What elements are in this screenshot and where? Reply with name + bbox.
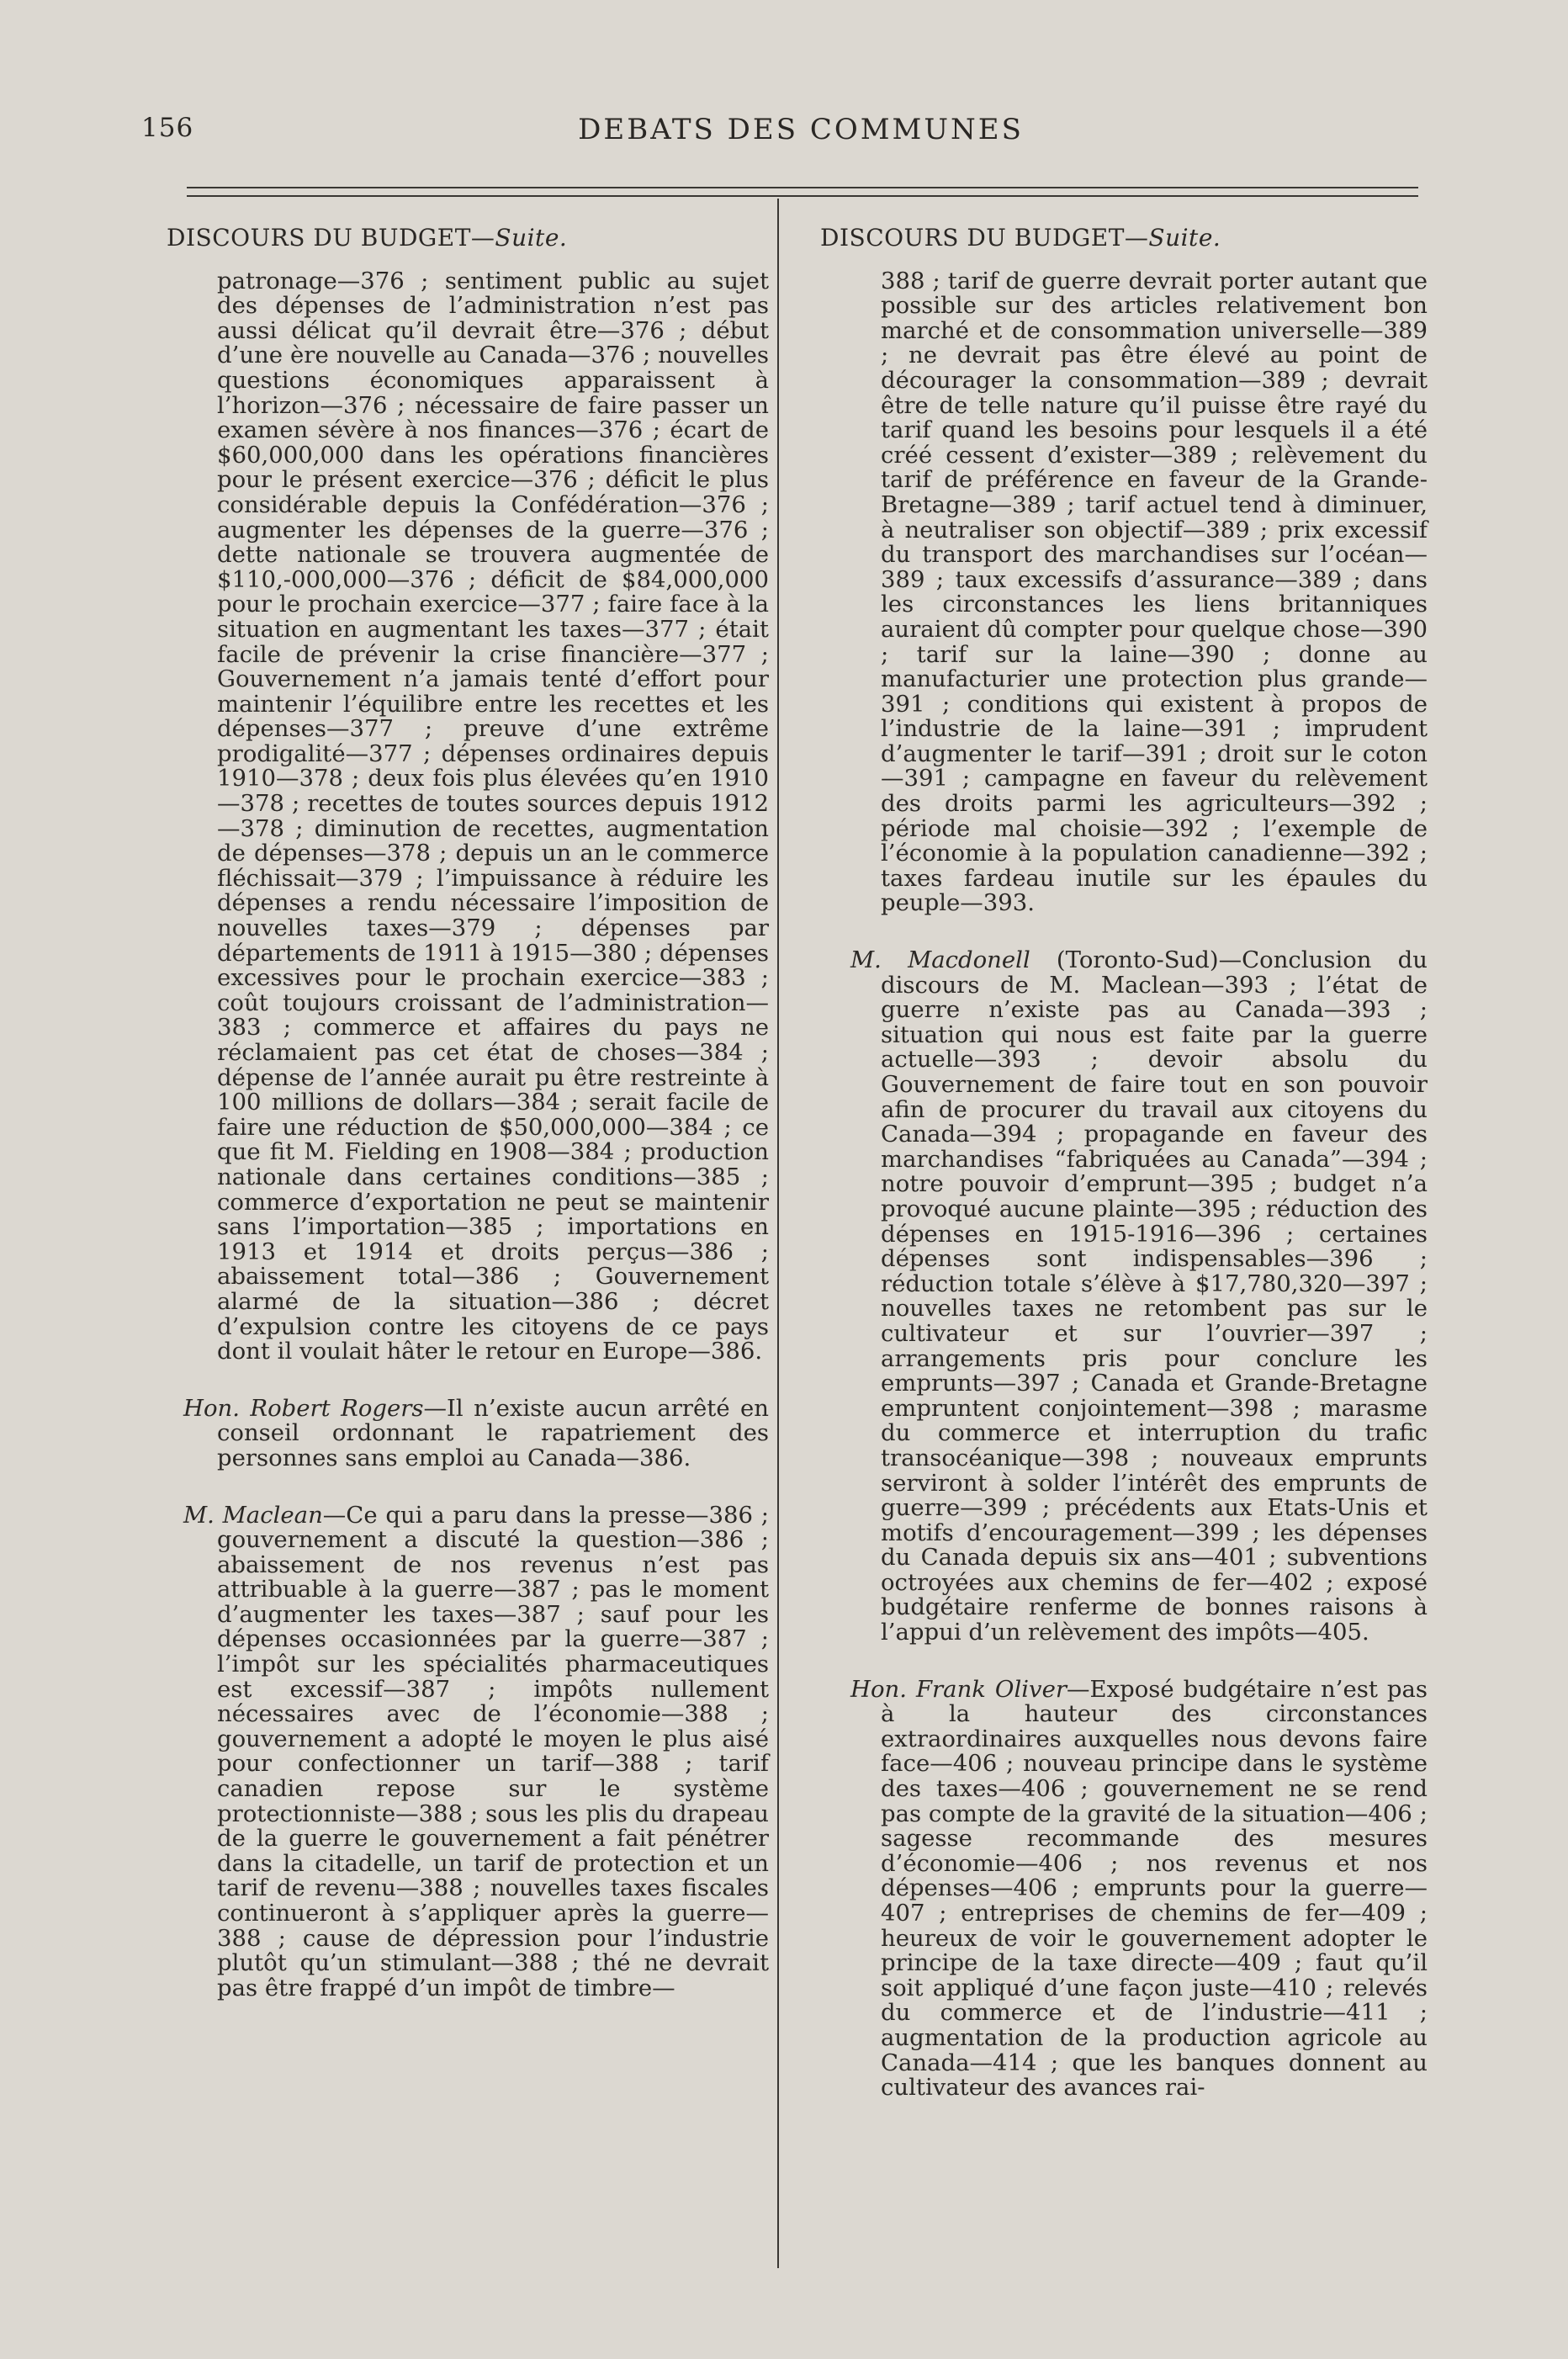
speaker-name: M. Macdonell [850, 946, 1030, 974]
speaker-entry: M. Macdonell (Toronto-Sud)—Conclusion du discours de M. Maclean—393 ; l’état de guerre n’existe pas au Canada—393 ; situation qui nous est faite par la guerre actuelle—393 ; devoir absolu du Gouvernement de faire tout en son pouvoir afin de procurer du travail aux citoyens du Canada—394 ; propagande en faveur des marchandises “fabriquées au Canada”—394 ; notre pouvoir d’emprunt—395 ; budget n’a provoqué aucune plainte—395 ; réduction des dépenses en 1915-1916—396 ; certaines dépenses sont indispensables—396 ; réduction totale s’élève à $17,780,320—397 ; nouvelles taxes ne retombent pas sur le cultivateur et sur l’ouvrier—397 ; arrangements pris pour conclure les emprunts—397 ; Canada et Grande-Bretagne empruntent conjointement—398 ; marasme du commerce et interruption du trafic transocéanique—398 ; nouveaux emprunts serviront à solder l’intérêt des emprunts de guerre—399 ; précédents aux Etats-Unis et motifs d’encouragement—399 ; les dépenses du Canada depuis six ans—401 ; subventions octroyées aux chemins de fer—402 ; exposé budgétaire renferme de bonnes raisons à l’appui d’un relèvement des impôts—405. [850, 946, 1428, 1646]
header-rule [187, 187, 1418, 188]
header-rule [187, 195, 1418, 197]
speaker-entry: Hon. Robert Rogers—Il n’existe aucun arrêté en conseil ordonnant le rapatriement des personnes sans emploi au Canada—386. [183, 1394, 769, 1471]
page-number: 156 [141, 113, 194, 143]
right-column [820, 225, 1428, 2101]
speaker-name: Hon. Frank Oliver [850, 1675, 1067, 1703]
speaker-entry: Hon. Frank Oliver—Exposé budgétaire n’est pas à la hauteur des circonstances extraordinaires auxquelles nous devons faire face—406 ; nouveau principe dans le système des taxes—406 ; gouvernement ne se rend pas compte de la gravité de la situation—406 ; sagesse recommande des mesures d’économie—406 ; nos revenus et nos dépenses—406 ; emprunts pour la guerre—407 ; entreprises de chemins de fer—409 ; heureux de voir le gouvernement adopter le principe de la taxe directe—409 ; faut qu’il soit appliqué d’une façon juste—410 ; relevés du commerce et de l’industrie—411 ; augmentation de la production agricole au Canada—414 ; que les banques donnent au cultivateur des avances rai- [850, 1675, 1428, 2102]
column-divider [777, 199, 779, 2268]
left-column [167, 225, 769, 2001]
section-heading: DISCOURS DU BUDGET—Suite. [820, 224, 1221, 252]
continuation-paragraph: 388 ; tarif de guerre devrait porter autant que possible sur des articles relativement bon marché et de consommation universelle—389 ; ne devrait pas être élevé au point de décourager la consommation—389 ; devrait être de telle nature qu’il puisse être rayé du tarif quand les besoins pour lesquels il a été créé cessent d’exister—389 ; relèvement du tarif de préférence en faveur de la Grande-Bretagne—389 ; tarif actuel tend à diminuer, à neutraliser son objectif—389 ; prix excessif du transport des marchandises sur l’océan—389 ; taux excessifs d’assurance—389 ; dans les circonstances les liens britanniques auraient dû compter pour quelque chose—390 ; tarif sur la laine—390 ; donne au manufacturier une protection plus grande—391 ; conditions qui existent à propos de l’industrie de la laine—391 ; imprudent d’augmenter le tarif—391 ; droit sur le coton—391 ; campagne en faveur du relèvement des droits parmi les agriculteurs—392 ; période mal choisie—392 ; l’exemple de l’économie à la population canadienne—392 ; taxes fardeau inutile sur les épaules du peuple—393. [881, 267, 1428, 917]
speaker-entry: M. Maclean—Ce qui a paru dans la presse—386 ; gouvernement a discuté la question—386 ; abaissement de nos revenus n’est pas attribuable à la guerre—387 ; pas le moment d’augmenter les taxes—387 ; sauf pour les dépenses occasionnées par la guerre—387 ; l’impôt sur les spécialités pharmaceutiques est excessif—387 ; impôts nullement nécessaires avec de l’économie—388 ; gouvernement a adopté le moyen le plus aisé pour confectionner un tarif—388 ; tarif canadien repose sur le système protectionniste—388 ; sous les plis du drapeau de la guerre le gouvernement a fait pénétrer dans la citadelle, un tarif de protection et un tarif de revenu—388 ; nouvelles taxes fiscales continueront à s’appliquer après la guerre—388 ; cause de dépression pour l’industrie plutôt qu’un stimulant—388 ; thé ne devrait pas être frappé d’un impôt de timbre— [183, 1501, 769, 2001]
section-heading: DISCOURS DU BUDGET—Suite. [167, 224, 568, 252]
page-title: DEBATS DES COMMUNES [578, 113, 1024, 146]
continuation-paragraph: patronage—376 ; sentiment public au sujet des dépenses de l’administration n’est pas aussi délicat qu’il devrait être—376 ; début d’une ère nouvelle au Canada—376 ; nouvelles questions économiques apparaissent à l’horizon—376 ; nécessaire de faire passer un examen sévère à nos finances—376 ; écart de $60,000,000 dans les opérations financières pour le présent exercice—376 ; déficit le plus considérable depuis la Confédération—376 ; augmenter les dépenses de la guerre—376 ; dette nationale se trouvera augmentée de $110,-000,000—376 ; déficit de $84,000,000 pour le prochain exercice—377 ; faire face à la situation en augmentant les taxes—377 ; était facile de prévenir la crise financière—377 ; Gouvernement n’a jamais tenté d’effort pour maintenir l’équilibre entre les recettes et les dépenses—377 ; preuve d’une extrême prodigalité—377 ; dépenses ordinaires depuis 1910—378 ; deux fois plus élevées qu’en 1910—378 ; recettes de toutes sources depuis 1912—378 ; diminution de recettes, augmentation de dépenses—378 ; depuis un an le commerce fléchissait—379 ; l’impuissance à réduire les dépenses a rendu nécessaire l’imposition de nouvelles taxes—379 ; dépenses par départements de 1911 à 1915—380 ; dépenses excessives pour le prochain exercice—383 ; coût toujours croissant de l’administration—383 ; commerce et affaires du pays ne réclamaient pas cet état de choses—384 ; dépense de l’année aurait pu être restreinte à 100 millions de dollars—384 ; serait facile de faire une réduction de $50,000,000—384 ; ce que fit M. Fielding en 1908—384 ; production nationale dans certaines conditions—385 ; commerce d’exportation ne peut se maintenir sans l’importation—385 ; importations en 1913 et 1914 et droits perçus—386 ; abaissement total—386 ; Gouvernement alarmé de la situation—386 ; décret d’expulsion contre les citoyens de ce pays dont il voulait hâter le retour en Europe—386. [217, 267, 769, 1365]
speaker-name: M. Maclean [183, 1501, 323, 1529]
speaker-name: Hon. Robert Rogers [183, 1394, 424, 1422]
